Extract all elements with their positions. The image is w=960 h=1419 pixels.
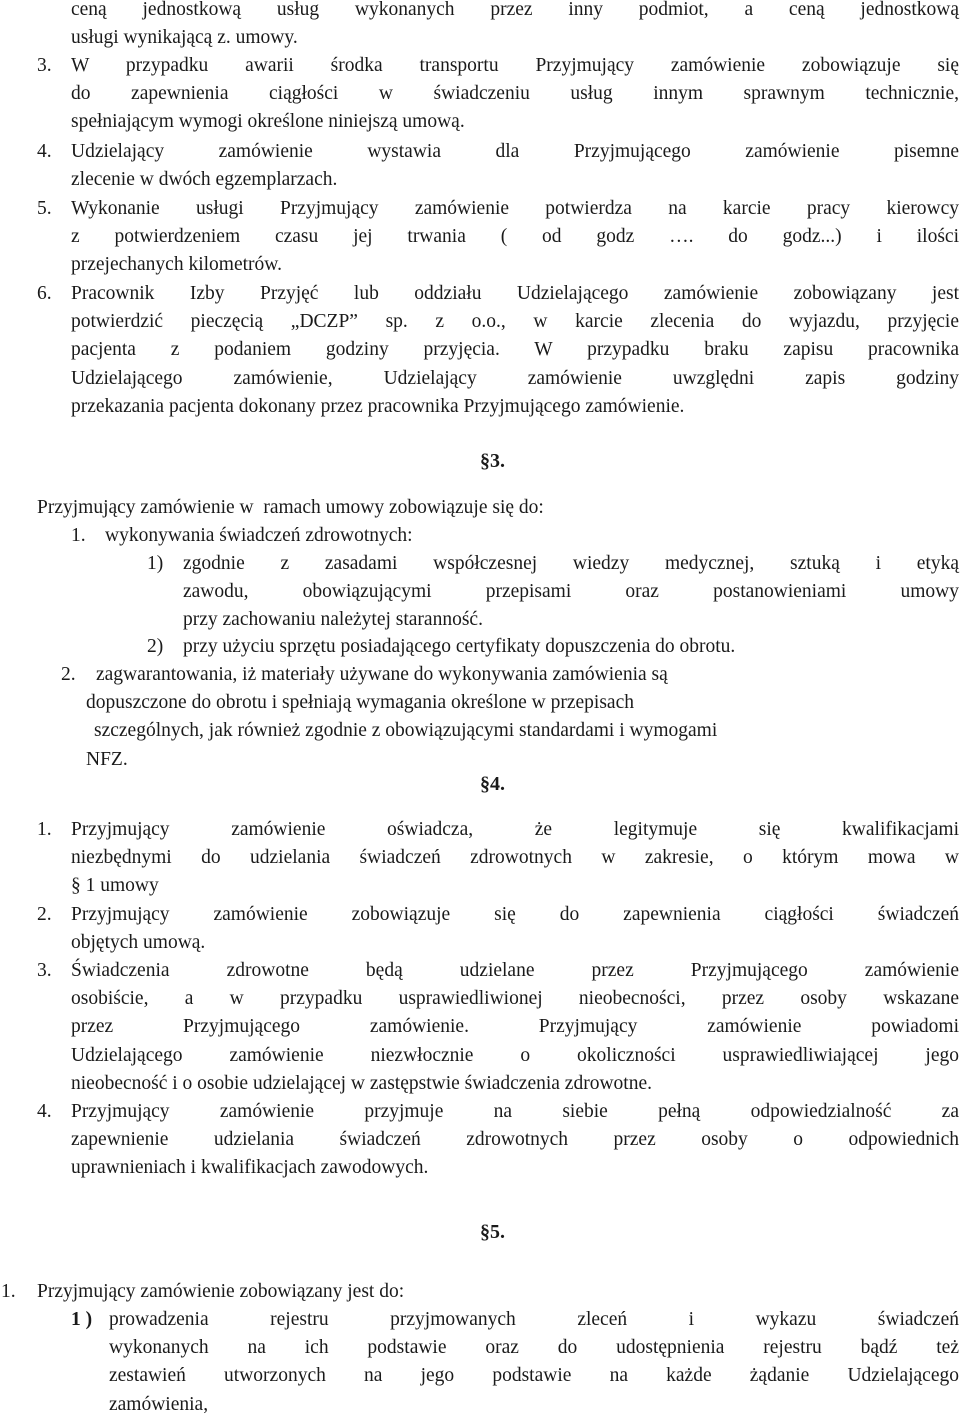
text-line: do zapewnienia ciągłości w świadczeniu usług innym sprawnym technicznie, [71, 83, 959, 105]
text-line: spełniającym wymogi określone niniejszą umową. [71, 111, 465, 133]
text-line: NFZ. [86, 748, 128, 770]
text-line: zamówienia, [109, 1393, 209, 1415]
text-line: ceną jednostkową usług wykonanych przez inny podmiot, a ceną jednostkową [71, 0, 959, 20]
text-line: uprawnieniach i kwalifikacjach zawodowych. [71, 1157, 429, 1179]
item-number: 3. [37, 55, 52, 76]
list-item: Przyjmujący zamówienie zobowiązany jest do: [37, 1281, 405, 1302]
section-heading: §5. [480, 1221, 505, 1243]
text-line: W przypadku awarii środka transportu Przyjmujący zamówienie zobowiązuje się [71, 55, 959, 76]
list-item [71, 280, 959, 421]
section-heading: §4. [480, 773, 505, 795]
text-line: zapewnienie udzielania świadczeń zdrowotnych przez osoby o odpowiednich [71, 1129, 959, 1151]
text-line: wykonanych na ich podstawie oraz do udostępnienia rejestru bądź też [109, 1337, 959, 1359]
item-number: 4. [37, 1101, 52, 1122]
item-number: 5. [37, 198, 52, 219]
section-heading: §3. [480, 450, 505, 472]
sub-item: przy użyciu sprzętu posiadającego certyfikaty dopuszczenia do obrotu. [183, 636, 736, 657]
text-line: usługi wynikającą z. umowy. [71, 27, 298, 49]
text-line: zlecenie w dwóch egzemplarzach. [71, 169, 338, 191]
list-item [71, 52, 959, 137]
item-number: 1. [71, 525, 86, 546]
sub-item [109, 1306, 959, 1419]
list-item [71, 816, 959, 901]
text-line: zawodu, obowiązującymi przepisami oraz postanowieniami umowy [183, 581, 959, 603]
text-line: Pracownik Izby Przyjęć lub oddziału Udzielającego zamówienie zobowiązany jest [71, 283, 959, 304]
sub-item-number: 2) [147, 636, 164, 657]
text-line: Świadczenia zdrowotne będą udzielane przez Przyjmującego zamówienie [71, 960, 959, 981]
section-intro: Przyjmujący zamówienie w ramach umowy zobowiązuje się do: [37, 497, 544, 518]
item-number: 2. [61, 664, 76, 685]
text-line: przy zachowaniu należytej staranność. [183, 609, 483, 631]
text-line: pacjenta z podaniem godziny przyjęcia. W przypadku braku zapisu pracownika [71, 339, 959, 361]
text-line: z potwierdzeniem czasu jej trwania ( od godz …. do godz...) i ilości [71, 226, 959, 248]
text-line: Udzielający zamówienie wystawia dla Przyjmującego zamówienie pisemne [71, 141, 959, 162]
text-line: niezbędnymi do udzielania świadczeń zdrowotnych w zakresie, o którym mowa w [71, 847, 959, 869]
list-item [71, 195, 959, 280]
list-item [71, 957, 959, 1098]
item-number: 2. [37, 904, 52, 925]
text-line: osobiście, a w przypadku usprawiedliwionej nieobecności, przez osoby wskazane [71, 988, 959, 1010]
text-line: nieobecność i o osobie udzielającej w zastępstwie świadczenia zdrowotne. [71, 1072, 652, 1094]
text-line: Przyjmujący zamówienie zobowiązuje się do zapewnienia ciągłości świadczeń [71, 904, 959, 925]
list-item [71, 1098, 959, 1183]
list-item [71, 901, 959, 957]
continuation-paragraph [71, 0, 959, 52]
list-item [71, 138, 959, 194]
sub-item [183, 550, 959, 635]
text-line: zestawień utworzonych na jego podstawie na każde żądanie Udzielającego [109, 1365, 959, 1387]
text-line: dopuszczone do obrotu i spełniają wymagania określone w przepisach [86, 692, 634, 714]
text-line: prowadzenia rejestru przyjmowanych zleceń i wykazu świadczeń [109, 1309, 959, 1330]
text-line: Przyjmujący zamówienie oświadcza, że legitymuje się kwalifikacjami [71, 819, 959, 840]
text-line: zagwarantowania, iż materiały używane do wykonywania zamówienia są [96, 664, 668, 685]
text-line: Wykonanie usługi Przyjmujący zamówienie potwierdza na karcie pracy kierowcy [71, 198, 959, 219]
text-line: Przyjmujący zamówienie przyjmuje na siebie pełną odpowiedzialność za [71, 1101, 959, 1122]
sub-item-number: 1 ) [71, 1309, 93, 1330]
text-line: przejechanych kilometrów. [71, 254, 282, 276]
text-line: objętych umową. [71, 932, 206, 954]
text-line: zgodnie z zasadami współczesnej wiedzy medycznej, sztuką i etyką [183, 553, 959, 574]
item-number: 3. [37, 960, 52, 981]
text-line: Udzielającego zamówienie, Udzielający zamówienie uwzględni zapis godziny [71, 367, 959, 389]
list-item: wykonywania świadczeń zdrowotnych: [105, 525, 413, 546]
text-line: szczególnych, jak również zgodnie z obowiązującymi standardami i wymogami [94, 720, 718, 742]
text-line: potwierdzić pieczęcią „DCZP” sp. z o.o., w karcie zlecenia do wyjazdu, przyjęcie [71, 311, 959, 333]
item-number: 6. [37, 283, 52, 304]
text-line: przez Przyjmującego zamówienie. Przyjmujący zamówienie powiadomi [71, 1016, 959, 1038]
text-line: przekazania pacjenta dokonany przez pracownika Przyjmującego zamówienie. [71, 395, 685, 417]
item-number: 4. [37, 141, 52, 162]
item-number: 1. [37, 819, 52, 840]
sub-item-number: 1) [147, 553, 164, 574]
text-line: § 1 umowy [71, 875, 159, 897]
list-item [86, 661, 956, 774]
item-number: 1. [1, 1281, 16, 1302]
text-line: Udzielającego zamówienie niezwłocznie o okoliczności usprawiedliwiającej jego [71, 1044, 959, 1066]
